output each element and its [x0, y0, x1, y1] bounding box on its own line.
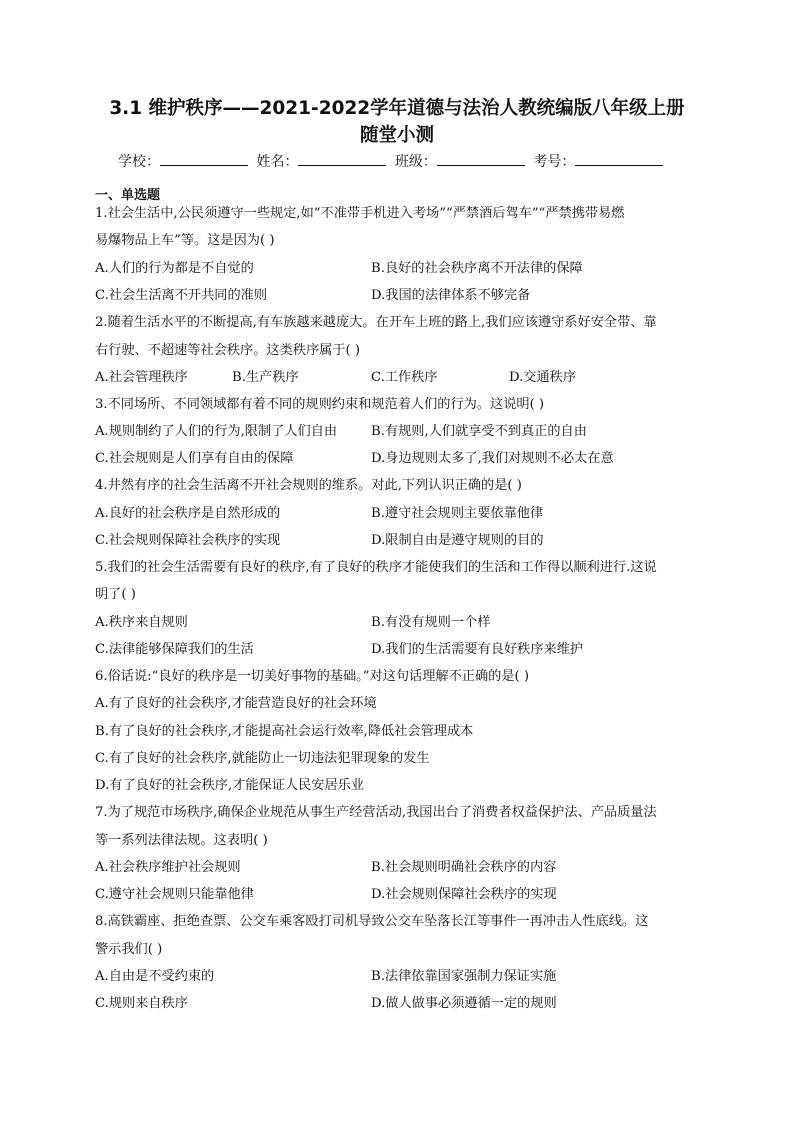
question-1-line-2: 易爆物品上车”等。这是因为( ) — [95, 233, 275, 248]
question-2-line-2: 右行驶、不超速等社会秩序。这类秩序属于( ) — [95, 343, 361, 358]
question-7-option-c[interactable]: C.遵守社会规则只能靠他律 — [95, 887, 254, 902]
question-7-line-2: 等一系列法律法规。这表明( ) — [95, 833, 268, 848]
question-6-line-1: 6.俗话说:“良好的秩序是一切美好事物的基础。”对这句话理解不正确的是( ) — [95, 669, 530, 684]
title-line-2: 随堂小测 — [359, 125, 434, 146]
question-2-option-d[interactable]: D.交通秩序 — [509, 370, 577, 385]
question-8-option-d[interactable]: D.做人做事必须遵循一定的规则 — [371, 996, 557, 1011]
class-label: 班级： — [394, 154, 437, 170]
student-info-line — [118, 150, 678, 173]
question-4-option-a[interactable]: A.良好的社会秩序是自然形成的 — [95, 506, 281, 521]
question-5-option-b[interactable]: B.有没有规则一个样 — [371, 615, 491, 630]
question-5-option-c[interactable]: C.法律能够保障我们的生活 — [95, 642, 254, 657]
title-line-1: 3.1 维护秩序——2021-2022学年道德与法治人教统编版八年级上册 — [109, 98, 685, 119]
question-1-option-c[interactable]: C.社会生活离不开共同的准则 — [95, 288, 268, 303]
question-4-line-1: 4.井然有序的社会生活离不开社会规则的维系。对此,下列认识正确的是( ) — [95, 478, 522, 493]
name-label: 姓名： — [256, 154, 299, 170]
question-3-option-c[interactable]: C.社会规则是人们享有自由的保障 — [95, 451, 294, 466]
question-6-option-d[interactable]: D.有了良好的社会秩序,才能保证人民安居乐业 — [95, 778, 365, 793]
question-5-option-a[interactable]: A.秩序来自规则 — [95, 615, 188, 630]
exam-number-blank[interactable] — [575, 150, 663, 166]
question-2-line-1: 2.随着生活水平的不断提高,有车族越来越庞大。在开车上班的路上,我们应该遵守系好安全带、靠 — [95, 315, 657, 330]
question-6-option-c[interactable]: C.有了良好的社会秩序,就能防止一切违法犯罪现象的发生 — [95, 751, 430, 766]
question-2-option-a[interactable]: A.社会管理秩序 — [95, 370, 188, 385]
question-3-option-b[interactable]: B.有规则,人们就享受不到真正的自由 — [371, 424, 587, 439]
section-heading: 一、单选题 — [95, 188, 161, 203]
name-blank[interactable] — [298, 150, 386, 166]
question-4-option-d[interactable]: D.限制自由是遵守规则的目的 — [371, 533, 544, 548]
question-8-line-2: 警示我们( ) — [95, 942, 163, 957]
school-blank[interactable] — [160, 150, 248, 166]
question-1-option-d[interactable]: D.我国的法律体系不够完备 — [371, 288, 531, 303]
question-3-option-a[interactable]: A.规则制约了人们的行为,限制了人们自由 — [95, 424, 338, 439]
question-4-option-c[interactable]: C.社会规则保障社会秩序的实现 — [95, 533, 281, 548]
exam-number-label: 考号： — [533, 154, 576, 170]
question-8-option-b[interactable]: B.法律依靠国家强制力保证实施 — [371, 969, 557, 984]
question-3-option-d[interactable]: D.身边规则太多了,我们对规则不必太在意 — [371, 451, 614, 466]
question-6-option-a[interactable]: A.有了良好的社会秩序,才能营造良好的社会环境 — [95, 696, 377, 711]
question-1-option-b[interactable]: B.良好的社会秩序离不开法律的保障 — [371, 261, 583, 276]
question-7-line-1: 7.为了规范市场秩序,确保企业规范从事生产经营活动,我国出台了消费者权益保护法、产品质量法 — [95, 805, 657, 820]
question-5-option-d[interactable]: D.我们的生活需要有良好秩序来维护 — [371, 642, 584, 657]
question-8-option-a[interactable]: A.自由是不受约束的 — [95, 969, 215, 984]
class-blank[interactable] — [437, 150, 525, 166]
question-1-option-a[interactable]: A.人们的行为都是不自觉的 — [95, 261, 254, 276]
question-8-option-c[interactable]: C.规则来自秩序 — [95, 996, 188, 1011]
question-7-option-b[interactable]: B.社会规则明确社会秩序的内容 — [371, 860, 557, 875]
question-4-option-b[interactable]: B.遵守社会规则主要依靠他律 — [371, 506, 544, 521]
question-8-line-1: 8.高铁霸座、拒绝查票、公交车乘客殴打司机导致公交车坠落长江等事件一再冲击人性底线。这 — [95, 914, 649, 929]
question-5-line-2: 明了( ) — [95, 587, 136, 602]
question-7-option-a[interactable]: A.社会秩序维护社会规则 — [95, 860, 241, 875]
question-7-option-d[interactable]: D.社会规则保障社会秩序的实现 — [371, 887, 557, 902]
question-2-option-b[interactable]: B.生产秩序 — [232, 370, 299, 385]
question-2-option-c[interactable]: C.工作秩序 — [371, 370, 438, 385]
school-label: 学校： — [118, 154, 160, 170]
question-6-option-b[interactable]: B.有了良好的社会秩序,才能提高社会运行效率,降低社会管理成本 — [95, 724, 474, 739]
question-3-line-1: 3.不同场所、不同领域都有着不同的规则约束和规范着人们的行为。这说明( ) — [95, 397, 545, 412]
question-1-line-1: 1.社会生活中,公民须遵守一些规定,如“不准带手机进入考场”“严禁酒后驾车”“严禁携带易燃 — [95, 206, 625, 221]
question-5-line-1: 5.我们的社会生活需要有良好的秩序,有了良好的秩序才能使我们的生活和工作得以顺利进行.这说 — [95, 560, 657, 575]
